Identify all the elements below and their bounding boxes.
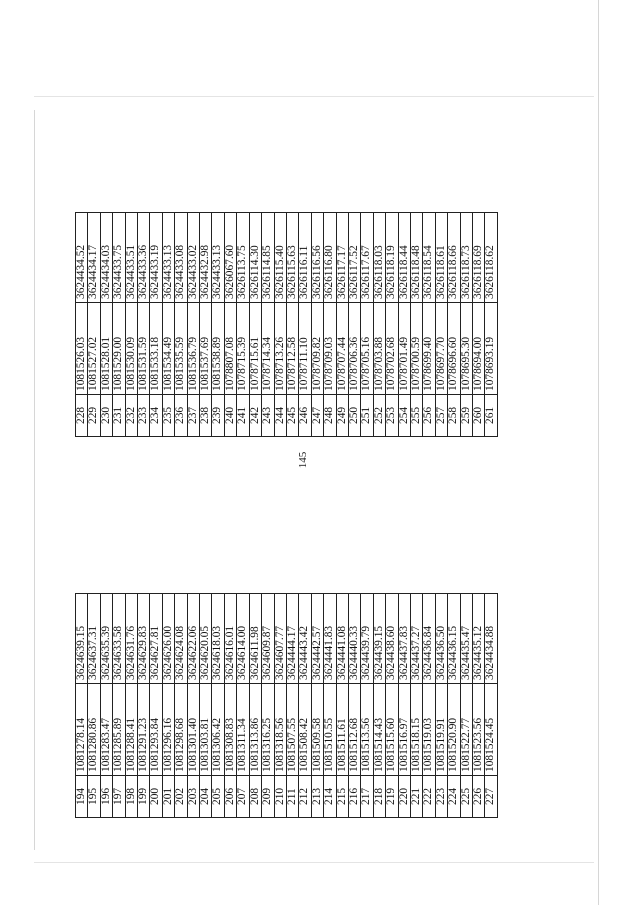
x-coordinate-cell: 1078700.59 [410, 303, 422, 395]
x-coordinate-cell: 1081519.03 [423, 684, 435, 776]
point-number-cell: 219 [386, 776, 398, 818]
point-number-cell: 198 [125, 776, 137, 818]
table-row [348, 594, 360, 818]
table-row [187, 594, 199, 818]
point-number-cell: 202 [175, 776, 187, 818]
y-coordinate-cell: 3626117.67 [361, 213, 373, 303]
table-row [212, 594, 224, 818]
scan-margin-line-left [34, 110, 35, 850]
point-number-cell: 259 [460, 395, 472, 437]
scan-margin-line-bottom [34, 862, 594, 863]
point-number-cell: 200 [150, 776, 162, 818]
x-coordinate-cell: 1081507.55 [286, 684, 298, 776]
x-coordinate-cell: 1081538.89 [212, 303, 224, 395]
y-coordinate-cell: 3624633.58 [113, 594, 125, 684]
x-coordinate-cell: 1081510.55 [324, 684, 336, 776]
point-number-cell: 253 [386, 395, 398, 437]
y-coordinate-cell: 3624434.17 [88, 213, 100, 303]
point-number-cell: 231 [113, 395, 125, 437]
point-number-cell: 247 [311, 395, 323, 437]
y-coordinate-cell: 3624433.51 [125, 213, 137, 303]
y-coordinate-cell: 3624435.47 [460, 594, 472, 684]
x-coordinate-cell: 1078706.36 [348, 303, 360, 395]
point-number-cell: 246 [299, 395, 311, 437]
x-coordinate-cell: 1078705.16 [361, 303, 373, 395]
x-coordinate-cell: 1081531.59 [138, 303, 150, 395]
y-coordinate-cell: 3624607.77 [274, 594, 286, 684]
y-coordinate-cell: 3624626.00 [162, 594, 174, 684]
point-number-cell: 233 [138, 395, 150, 437]
table-row [299, 213, 311, 437]
table-row [410, 213, 422, 437]
point-number-cell: 201 [162, 776, 174, 818]
table-row [324, 213, 336, 437]
y-coordinate-cell: 3626114.85 [262, 213, 274, 303]
table-row [113, 213, 125, 437]
point-number-cell: 221 [410, 776, 422, 818]
point-number-cell: 195 [88, 776, 100, 818]
y-coordinate-cell: 3626118.66 [448, 213, 460, 303]
table-row [113, 594, 125, 818]
table-row [262, 213, 274, 437]
x-coordinate-cell: 1078711.10 [299, 303, 311, 395]
x-coordinate-cell: 1081524.45 [485, 684, 497, 776]
point-number-cell: 223 [435, 776, 447, 818]
y-coordinate-cell: 3624441.08 [336, 594, 348, 684]
point-number-cell: 211 [286, 776, 298, 818]
x-coordinate-cell: 1081308.83 [224, 684, 236, 776]
x-coordinate-cell: 1078807.08 [224, 303, 236, 395]
x-coordinate-cell: 1081535.59 [175, 303, 187, 395]
table-row [311, 213, 323, 437]
x-coordinate-cell: 1081298.68 [175, 684, 187, 776]
table-row [200, 213, 212, 437]
x-coordinate-cell: 1081509.58 [311, 684, 323, 776]
x-coordinate-cell: 1081511.61 [336, 684, 348, 776]
point-number-cell: 222 [423, 776, 435, 818]
y-coordinate-cell: 3626113.75 [237, 213, 249, 303]
y-coordinate-cell: 3626118.48 [410, 213, 422, 303]
y-coordinate-cell: 3626067.60 [224, 213, 236, 303]
table-row [187, 213, 199, 437]
table-row [485, 594, 497, 818]
table-row [448, 213, 460, 437]
y-coordinate-cell: 3624436.50 [435, 594, 447, 684]
point-number-cell: 205 [212, 776, 224, 818]
x-coordinate-cell: 1078715.61 [249, 303, 261, 395]
table-row [361, 594, 373, 818]
point-number-cell: 218 [373, 776, 385, 818]
table-row [249, 213, 261, 437]
x-coordinate-cell: 1081285.89 [113, 684, 125, 776]
x-coordinate-cell: 1081508.42 [299, 684, 311, 776]
y-coordinate-cell: 3624433.13 [162, 213, 174, 303]
y-coordinate-cell: 3624439.15 [373, 594, 385, 684]
table-row [200, 594, 212, 818]
table-row [224, 213, 236, 437]
y-coordinate-cell: 3624440.33 [348, 594, 360, 684]
table-row [162, 213, 174, 437]
y-coordinate-cell: 3626118.73 [460, 213, 472, 303]
y-coordinate-cell: 3624618.03 [212, 594, 224, 684]
point-number-cell: 209 [262, 776, 274, 818]
x-coordinate-cell: 1078699.40 [423, 303, 435, 395]
x-coordinate-cell: 1078697.70 [435, 303, 447, 395]
x-coordinate-cell: 1078707.44 [336, 303, 348, 395]
y-coordinate-cell: 3624433.19 [150, 213, 162, 303]
table-row [76, 213, 88, 437]
y-coordinate-cell: 3624437.27 [410, 594, 422, 684]
y-coordinate-cell: 3624441.83 [324, 594, 336, 684]
x-coordinate-cell: 1081537.69 [200, 303, 212, 395]
y-coordinate-cell: 3624614.00 [237, 594, 249, 684]
y-coordinate-cell: 3626114.30 [249, 213, 261, 303]
x-coordinate-cell: 1078715.39 [237, 303, 249, 395]
x-coordinate-cell: 1081514.43 [373, 684, 385, 776]
table-row [299, 594, 311, 818]
point-number-cell: 236 [175, 395, 187, 437]
x-coordinate-cell: 1081313.86 [249, 684, 261, 776]
coordinates-table-right [75, 212, 498, 437]
table-row [88, 594, 100, 818]
point-number-cell: 220 [398, 776, 410, 818]
x-coordinate-cell: 1081513.56 [361, 684, 373, 776]
y-coordinate-cell: 3626118.69 [473, 213, 485, 303]
point-number-cell: 227 [485, 776, 497, 818]
x-coordinate-cell: 1081528.01 [100, 303, 112, 395]
x-coordinate-cell: 1081306.42 [212, 684, 224, 776]
point-number-cell: 240 [224, 395, 236, 437]
x-coordinate-cell: 1081534.49 [162, 303, 174, 395]
table-row [435, 594, 447, 818]
x-coordinate-cell: 1078694.00 [473, 303, 485, 395]
table-row [76, 594, 88, 818]
point-number-cell: 255 [410, 395, 422, 437]
point-number-cell: 203 [187, 776, 199, 818]
y-coordinate-cell: 3624635.39 [100, 594, 112, 684]
point-number-cell: 206 [224, 776, 236, 818]
point-number-cell: 251 [361, 395, 373, 437]
table-row [100, 594, 112, 818]
y-coordinate-cell: 3624609.87 [262, 594, 274, 684]
x-coordinate-cell: 1081518.15 [410, 684, 422, 776]
table-row [361, 213, 373, 437]
point-number-cell: 208 [249, 776, 261, 818]
y-coordinate-cell: 3624433.08 [175, 213, 187, 303]
y-coordinate-cell: 3626117.52 [348, 213, 360, 303]
x-coordinate-cell: 1081316.25 [262, 684, 274, 776]
y-coordinate-cell: 3624639.15 [76, 594, 88, 684]
y-coordinate-cell: 3624624.08 [175, 594, 187, 684]
table-row [473, 213, 485, 437]
y-coordinate-cell: 3626118.54 [423, 213, 435, 303]
y-coordinate-cell: 3626118.62 [485, 213, 497, 303]
x-coordinate-cell: 1081530.09 [125, 303, 137, 395]
table-row [150, 594, 162, 818]
table-row [373, 594, 385, 818]
x-coordinate-cell: 1081529.00 [113, 303, 125, 395]
table-row [162, 594, 174, 818]
table-row [435, 213, 447, 437]
point-number-cell: 196 [100, 776, 112, 818]
point-number-cell: 242 [249, 395, 261, 437]
x-coordinate-cell: 1081318.56 [274, 684, 286, 776]
x-coordinate-cell: 1078714.34 [262, 303, 274, 395]
table-row [175, 213, 187, 437]
point-number-cell: 261 [485, 395, 497, 437]
y-coordinate-cell: 3624620.05 [200, 594, 212, 684]
table-row [286, 594, 298, 818]
x-coordinate-cell: 1081523.56 [473, 684, 485, 776]
table-row [373, 213, 385, 437]
point-number-cell: 197 [113, 776, 125, 818]
x-coordinate-cell: 1078712.58 [286, 303, 298, 395]
y-coordinate-cell: 3626118.44 [398, 213, 410, 303]
table-row [274, 594, 286, 818]
point-number-cell: 194 [76, 776, 88, 818]
y-coordinate-cell: 3624629.83 [138, 594, 150, 684]
table-row [485, 213, 497, 437]
point-number-cell: 257 [435, 395, 447, 437]
point-number-cell: 256 [423, 395, 435, 437]
table-row [423, 594, 435, 818]
point-number-cell: 245 [286, 395, 298, 437]
point-number-cell: 204 [200, 776, 212, 818]
table-row [262, 594, 274, 818]
table-row [249, 594, 261, 818]
y-coordinate-cell: 3624622.06 [187, 594, 199, 684]
table-row [150, 213, 162, 437]
point-number-cell: 241 [237, 395, 249, 437]
point-number-cell: 214 [324, 776, 336, 818]
x-coordinate-cell: 1078702.68 [386, 303, 398, 395]
point-number-cell: 244 [274, 395, 286, 437]
table-row [386, 594, 398, 818]
table-row [175, 594, 187, 818]
point-number-cell: 237 [187, 395, 199, 437]
point-number-cell: 226 [473, 776, 485, 818]
point-number-cell: 207 [237, 776, 249, 818]
table-row [125, 594, 137, 818]
table-row [410, 594, 422, 818]
y-coordinate-cell: 3624436.84 [423, 594, 435, 684]
table-row [473, 594, 485, 818]
x-coordinate-cell: 1081516.97 [398, 684, 410, 776]
table-row [88, 213, 100, 437]
y-coordinate-cell: 3624627.81 [150, 594, 162, 684]
table-row [336, 213, 348, 437]
point-number-cell: 216 [348, 776, 360, 818]
table-row [336, 594, 348, 818]
x-coordinate-cell: 1081520.90 [448, 684, 460, 776]
y-coordinate-cell: 3626116.80 [324, 213, 336, 303]
x-coordinate-cell: 1081533.18 [150, 303, 162, 395]
point-number-cell: 230 [100, 395, 112, 437]
y-coordinate-cell: 3624443.42 [299, 594, 311, 684]
x-coordinate-cell: 1078709.82 [311, 303, 323, 395]
y-coordinate-cell: 3626115.63 [286, 213, 298, 303]
x-coordinate-cell: 1081527.02 [88, 303, 100, 395]
point-number-cell: 243 [262, 395, 274, 437]
point-number-cell: 210 [274, 776, 286, 818]
point-number-cell: 260 [473, 395, 485, 437]
x-coordinate-cell: 1081311.34 [237, 684, 249, 776]
x-coordinate-cell: 1081296.16 [162, 684, 174, 776]
point-number-cell: 225 [460, 776, 472, 818]
y-coordinate-cell: 3624434.03 [100, 213, 112, 303]
x-coordinate-cell: 1081522.77 [460, 684, 472, 776]
y-coordinate-cell: 3624616.01 [224, 594, 236, 684]
table-row [224, 594, 236, 818]
y-coordinate-cell: 3624437.83 [398, 594, 410, 684]
x-coordinate-cell: 1078695.30 [460, 303, 472, 395]
x-coordinate-cell: 1081291.23 [138, 684, 150, 776]
table-row [274, 213, 286, 437]
table-row [138, 594, 150, 818]
point-number-cell: 234 [150, 395, 162, 437]
point-number-cell: 199 [138, 776, 150, 818]
table-row [237, 213, 249, 437]
point-number-cell: 224 [448, 776, 460, 818]
y-coordinate-cell: 3624433.02 [187, 213, 199, 303]
x-coordinate-cell: 1081278.14 [76, 684, 88, 776]
x-coordinate-cell: 1081293.84 [150, 684, 162, 776]
point-number-cell: 238 [200, 395, 212, 437]
table-row [386, 213, 398, 437]
y-coordinate-cell: 3626116.56 [311, 213, 323, 303]
point-number-cell: 213 [311, 776, 323, 818]
table-row [448, 594, 460, 818]
rotated-content [75, 62, 595, 832]
x-coordinate-cell: 1078701.49 [398, 303, 410, 395]
x-coordinate-cell: 1081512.68 [348, 684, 360, 776]
y-coordinate-cell: 3626117.17 [336, 213, 348, 303]
point-number-cell: 228 [76, 395, 88, 437]
y-coordinate-cell: 3626118.19 [386, 213, 398, 303]
x-coordinate-cell: 1081280.86 [88, 684, 100, 776]
point-number-cell: 229 [88, 395, 100, 437]
x-coordinate-cell: 1078713.26 [274, 303, 286, 395]
y-coordinate-cell: 3624434.52 [76, 213, 88, 303]
x-coordinate-cell: 1081283.47 [100, 684, 112, 776]
point-number-cell: 252 [373, 395, 385, 437]
y-coordinate-cell: 3624433.75 [113, 213, 125, 303]
table-row [100, 213, 112, 437]
y-coordinate-cell: 3624444.17 [286, 594, 298, 684]
y-coordinate-cell: 3626116.11 [299, 213, 311, 303]
x-coordinate-cell: 1081536.79 [187, 303, 199, 395]
table-row [460, 213, 472, 437]
page-number: 145 [297, 451, 309, 469]
y-coordinate-cell: 3624434.88 [485, 594, 497, 684]
y-coordinate-cell: 3624438.60 [386, 594, 398, 684]
x-coordinate-cell: 1081301.40 [187, 684, 199, 776]
table-row [348, 213, 360, 437]
table-row [237, 594, 249, 818]
y-coordinate-cell: 3624435.12 [473, 594, 485, 684]
table-row [460, 594, 472, 818]
coordinates-table-left [75, 593, 498, 818]
y-coordinate-cell: 3624442.57 [311, 594, 323, 684]
point-number-cell: 248 [324, 395, 336, 437]
x-coordinate-cell: 1081515.60 [386, 684, 398, 776]
scan-margin-line-right [598, 0, 599, 905]
point-number-cell: 235 [162, 395, 174, 437]
y-coordinate-cell: 3624439.79 [361, 594, 373, 684]
table-row [138, 213, 150, 437]
y-coordinate-cell: 3624433.13 [212, 213, 224, 303]
x-coordinate-cell: 1078696.60 [448, 303, 460, 395]
y-coordinate-cell: 3624436.15 [448, 594, 460, 684]
y-coordinate-cell: 3624611.98 [249, 594, 261, 684]
point-number-cell: 250 [348, 395, 360, 437]
table-row [286, 213, 298, 437]
x-coordinate-cell: 1078693.19 [485, 303, 497, 395]
x-coordinate-cell: 1081519.91 [435, 684, 447, 776]
x-coordinate-cell: 1081526.03 [76, 303, 88, 395]
x-coordinate-cell: 1081303.81 [200, 684, 212, 776]
y-coordinate-cell: 3624433.36 [138, 213, 150, 303]
point-number-cell: 239 [212, 395, 224, 437]
x-coordinate-cell: 1078703.88 [373, 303, 385, 395]
table-row [324, 594, 336, 818]
y-coordinate-cell: 3624631.76 [125, 594, 137, 684]
point-number-cell: 212 [299, 776, 311, 818]
table-row [423, 213, 435, 437]
table-row [212, 213, 224, 437]
table-row [311, 594, 323, 818]
y-coordinate-cell: 3626118.03 [373, 213, 385, 303]
point-number-cell: 217 [361, 776, 373, 818]
y-coordinate-cell: 3626118.61 [435, 213, 447, 303]
point-number-cell: 215 [336, 776, 348, 818]
point-number-cell: 232 [125, 395, 137, 437]
point-number-cell: 258 [448, 395, 460, 437]
table-row [398, 594, 410, 818]
point-number-cell: 254 [398, 395, 410, 437]
y-coordinate-cell: 3624637.31 [88, 594, 100, 684]
point-number-cell: 249 [336, 395, 348, 437]
table-row [398, 213, 410, 437]
y-coordinate-cell: 3624432.98 [200, 213, 212, 303]
table-row [125, 213, 137, 437]
x-coordinate-cell: 1081288.41 [125, 684, 137, 776]
y-coordinate-cell: 3626115.40 [274, 213, 286, 303]
x-coordinate-cell: 1078709.03 [324, 303, 336, 395]
